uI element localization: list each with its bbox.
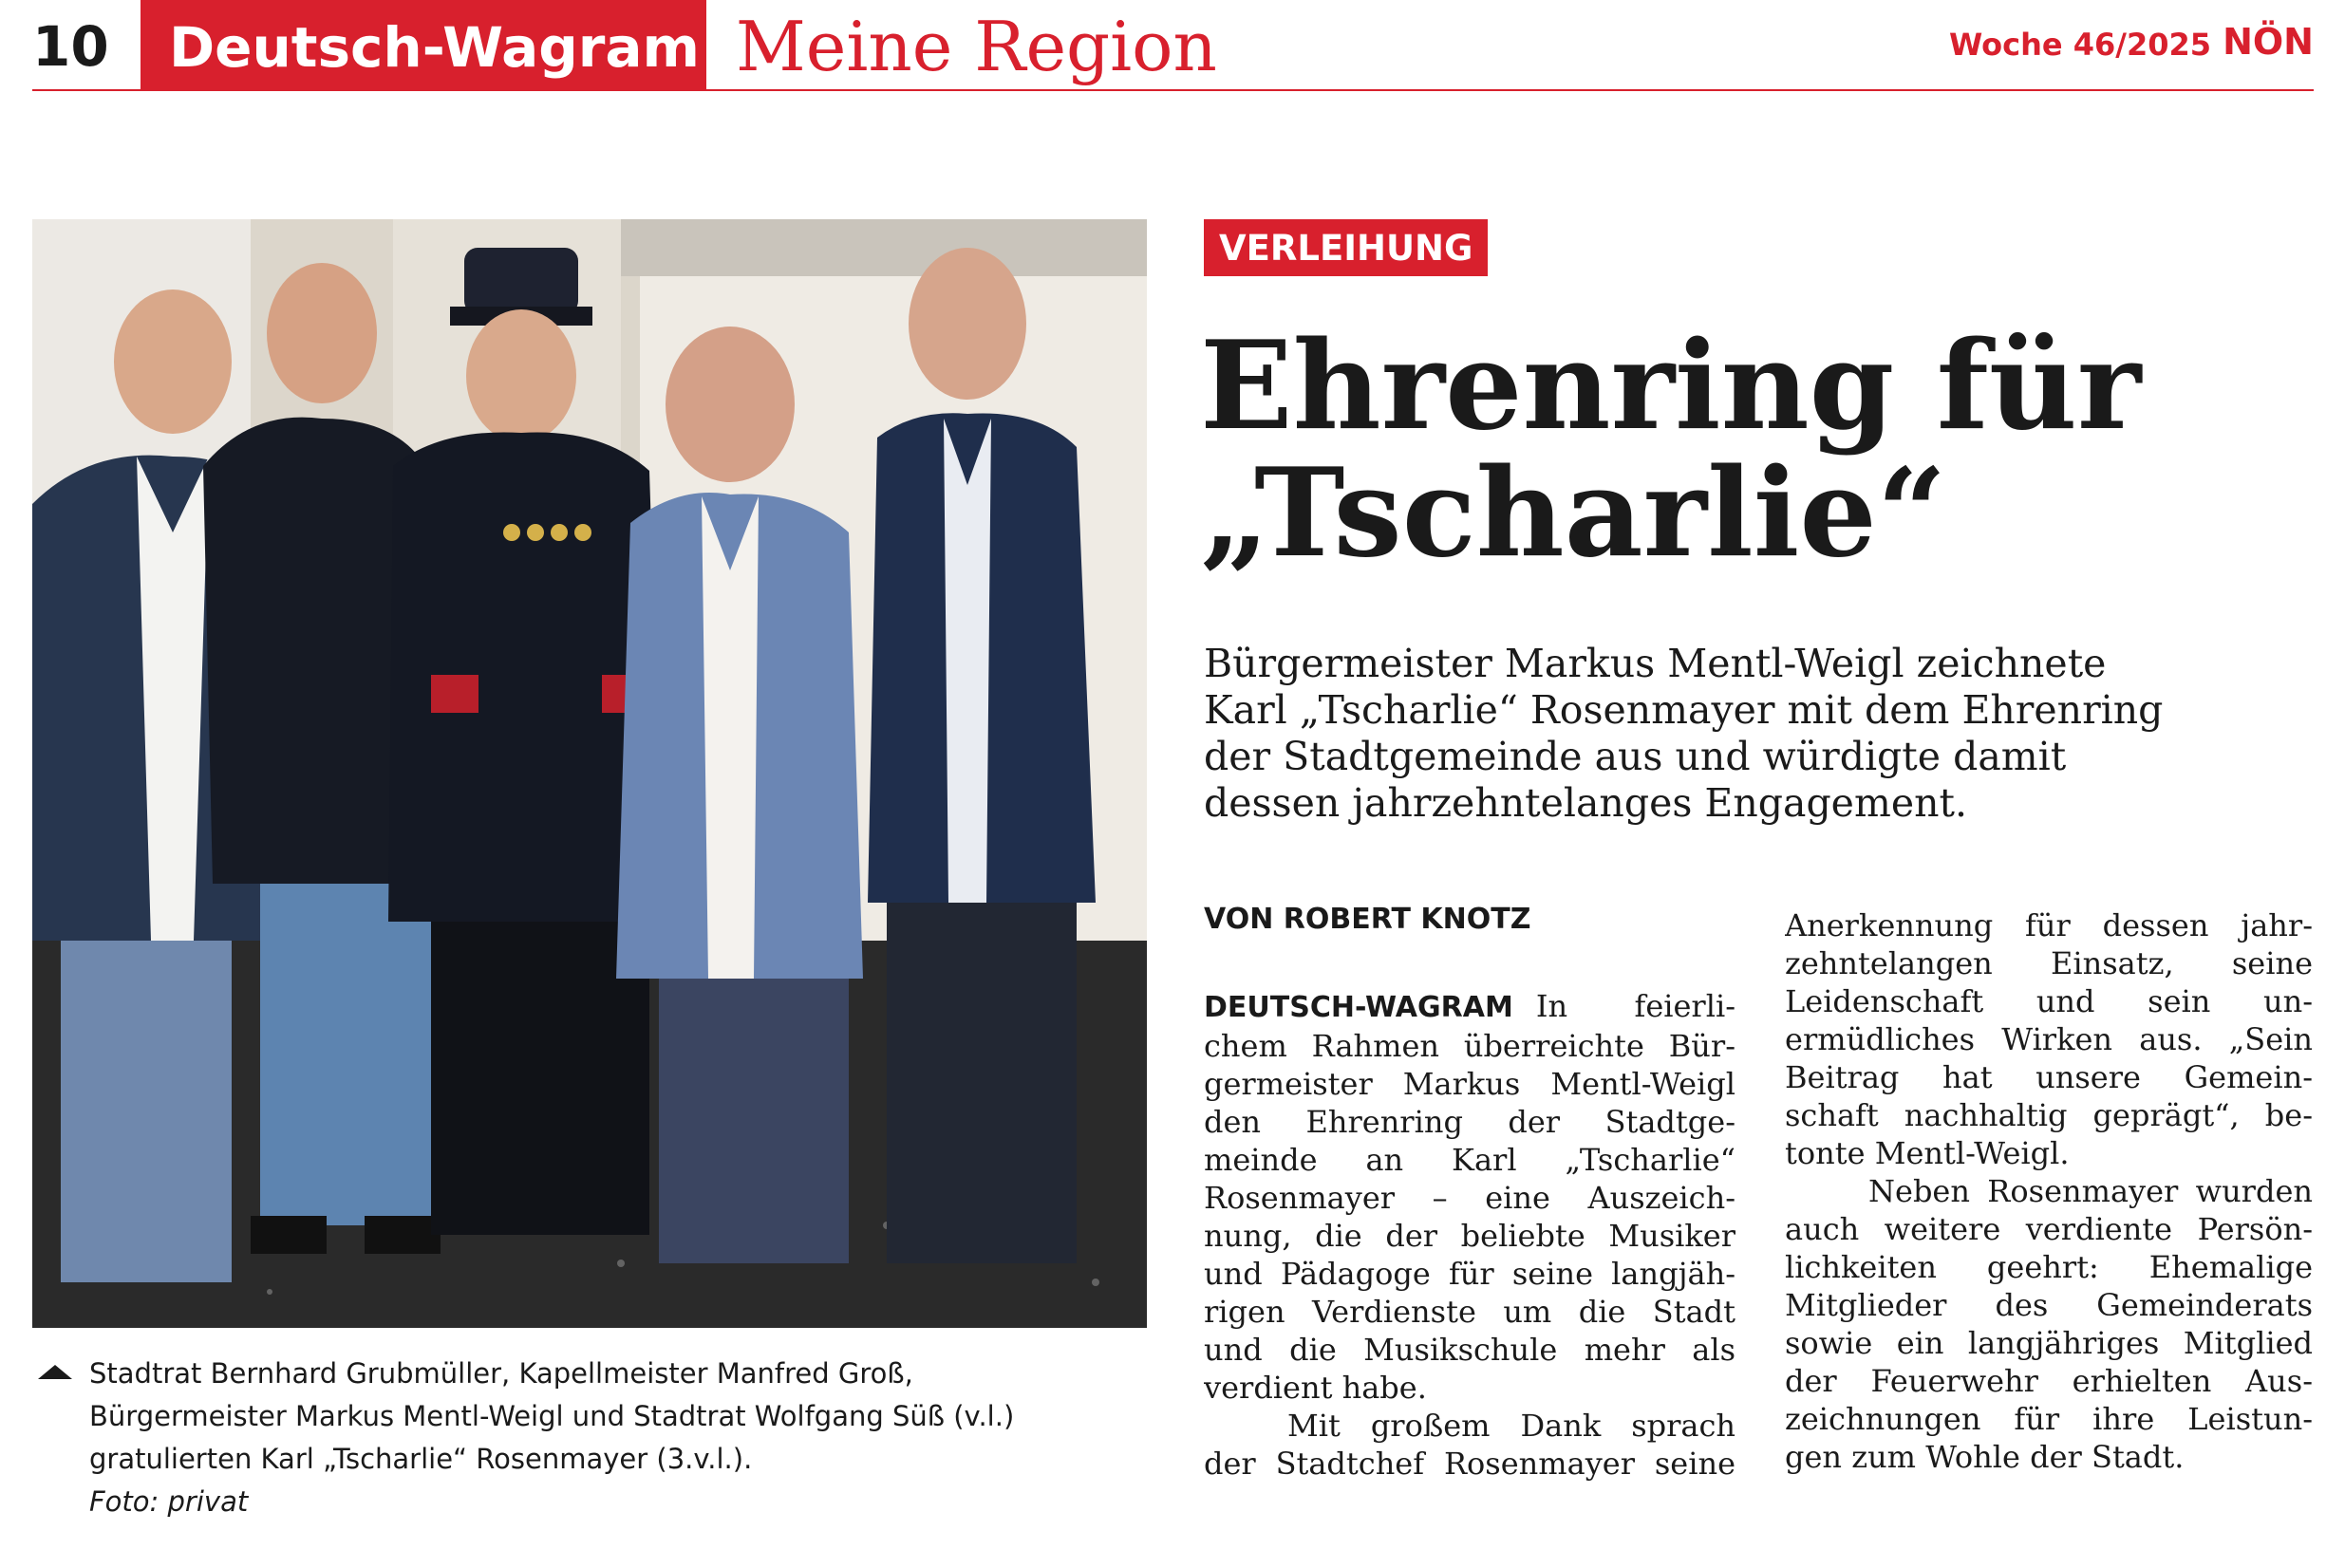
body-line: nung, die der beliebte Musiker	[1204, 1218, 1735, 1254]
body-column-left	[1204, 987, 1735, 1483]
body-line: germeister Markus Mentl-Weigl	[1204, 1066, 1735, 1102]
section-label: Deutsch-Wagram	[141, 0, 706, 89]
article-lead	[1204, 641, 2305, 827]
body-line: sowie ein langjähriges Mitglied	[1785, 1325, 2313, 1361]
lead-line: dessen jahrzehntelanges Engagement.	[1204, 780, 1968, 826]
body-line: chem Rahmen überreichte Bür-	[1204, 1028, 1735, 1064]
brand-logo: NÖN	[2223, 21, 2314, 63]
body-line: lichkeiten geehrt: Ehemalige	[1785, 1249, 2313, 1285]
body-line: der Stadtchef Rosenmayer seine	[1204, 1446, 1735, 1482]
body-line: zeichnungen für ihre Leistun-	[1785, 1401, 2313, 1437]
body-line: schaft nachhaltig geprägt“, be-	[1785, 1097, 2313, 1133]
page-header	[32, 0, 2314, 91]
issue-label: Woche 46/2025	[1948, 27, 2211, 63]
body-line: Mit großem Dank sprach	[1287, 1408, 1735, 1444]
body-line: verdient habe.	[1204, 1370, 1427, 1406]
caption-line: Bürgermeister Markus Mentl-Weigl und Stadtrat Wolfgang Süß (v.l.)	[89, 1400, 1015, 1432]
photo-credit: Foto: privat	[89, 1485, 249, 1518]
body-line: den Ehrenring der Stadtge-	[1204, 1104, 1735, 1140]
lead-line: Bürgermeister Markus Mentl-Weigl zeichnete	[1204, 641, 2107, 686]
body-text: In feierli-	[1535, 988, 1735, 1024]
body-line: Rosenmayer – eine Auszeich-	[1204, 1180, 1735, 1216]
body-line: Leidenschaft und sein un-	[1785, 983, 2313, 1019]
lead-line: Karl „Tscharlie“ Rosenmayer mit dem Ehrenring	[1204, 687, 2164, 733]
body-line: und die Musikschule mehr als	[1204, 1332, 1735, 1368]
body-line: zehntelangen Einsatz, seine	[1785, 945, 2313, 981]
body-line: Mitglieder des Gemeinderats	[1785, 1287, 2313, 1323]
article-headline	[1200, 315, 2301, 585]
body-line: tonte Mentl-Weigl.	[1785, 1135, 2070, 1171]
body-line	[1204, 987, 1735, 1027]
caption-line: gratulierten Karl „Tscharlie“ Rosenmayer (3.v.l.).	[89, 1443, 753, 1475]
body-line: rigen Verdienste um die Stadt	[1204, 1294, 1735, 1330]
body-line: ermüdliches Wirken aus. „Sein	[1785, 1021, 2313, 1057]
body-line: und Pädagoge für seine langjäh-	[1204, 1256, 1735, 1292]
body-line: auch weitere verdiente Persön-	[1785, 1211, 2313, 1247]
body-line: Neben Rosenmayer wurden	[1868, 1173, 2313, 1209]
headline-line: „Tscharlie“	[1200, 442, 1947, 585]
body-line: gen zum Wohle der Stadt.	[1785, 1439, 2185, 1475]
body-line: meinde an Karl „Tscharlie“	[1204, 1142, 1735, 1178]
article-byline: VON ROBERT KNOTZ	[1204, 903, 1531, 936]
group-photo-illustration	[32, 219, 1147, 1328]
header-divider	[32, 89, 2314, 91]
body-line: Beitrag hat unsere Gemein-	[1785, 1059, 2313, 1095]
article-dateline: DEUTSCH-WAGRAM	[1204, 991, 1513, 1024]
body-line: der Feuerwehr erhielten Aus-	[1785, 1363, 2313, 1399]
photo-caption	[34, 1353, 1154, 1523]
headline-line: Ehrenring für	[1200, 315, 2142, 457]
caption-line: Stadtrat Bernhard Grubmüller, Kapellmeister Manfred Groß,	[89, 1357, 913, 1390]
caption-triangle-icon	[38, 1365, 72, 1379]
region-label: Meine Region	[736, 7, 1217, 86]
article-photo	[32, 219, 1147, 1328]
page-number: 10	[32, 14, 109, 79]
article-kicker: VERLEIHUNG	[1204, 219, 1488, 276]
body-column-right	[1785, 906, 2313, 1476]
lead-line: der Stadtgemeinde aus und würdigte damit	[1204, 734, 2067, 779]
body-line: Anerkennung für dessen jahr-	[1785, 907, 2313, 943]
